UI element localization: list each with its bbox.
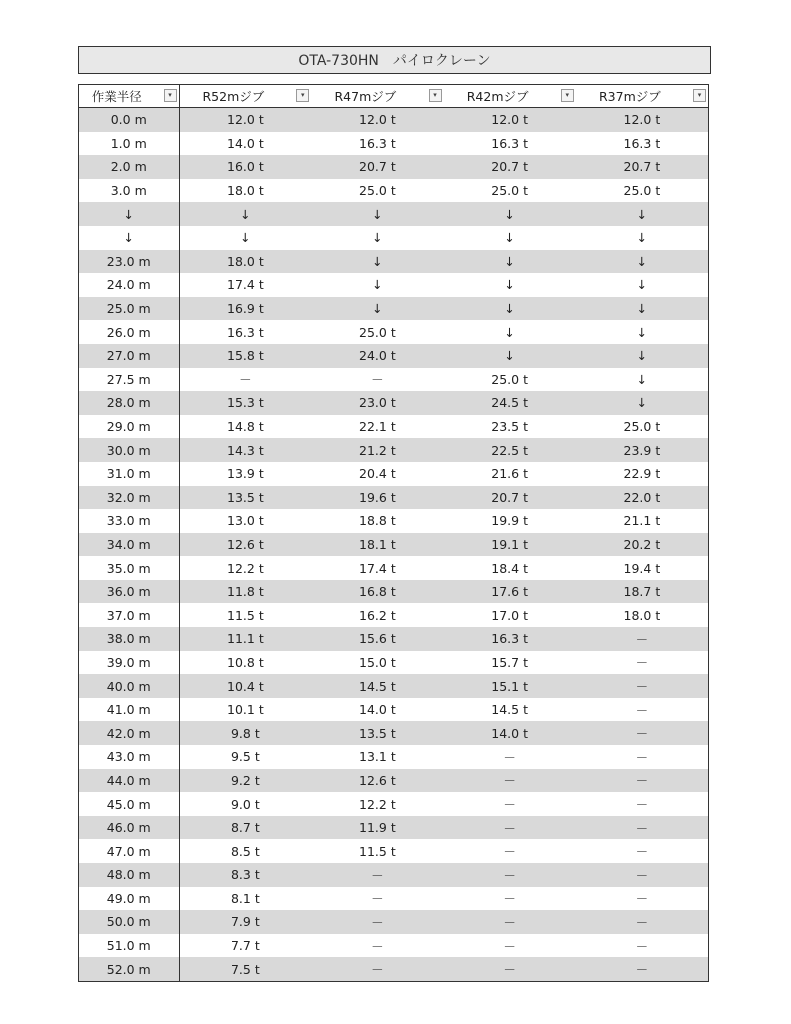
table-row bbox=[79, 132, 708, 156]
capacity-cell: ↓ bbox=[576, 273, 708, 297]
capacity-cell: 24.5 t bbox=[444, 391, 576, 415]
capacity-cell: 18.7 t bbox=[576, 580, 708, 604]
column-header-label: R52mジブ bbox=[202, 89, 265, 104]
capacity-cell: 8.7 t bbox=[179, 816, 311, 840]
capacity-cell: ↓ bbox=[576, 344, 708, 368]
capacity-cell: 14.3 t bbox=[179, 438, 311, 462]
capacity-cell: 14.5 t bbox=[444, 698, 576, 722]
capacity-cell: － bbox=[576, 910, 708, 934]
capacity-cell: 7.9 t bbox=[179, 910, 311, 934]
capacity-cell: － bbox=[444, 745, 576, 769]
capacity-cell: 11.8 t bbox=[179, 580, 311, 604]
radius-cell: 43.0 m bbox=[79, 745, 179, 769]
capacity-cell: 20.2 t bbox=[576, 533, 708, 557]
capacity-cell: 10.1 t bbox=[179, 698, 311, 722]
capacity-cell: 21.6 t bbox=[444, 462, 576, 486]
capacity-cell: 12.0 t bbox=[576, 108, 708, 132]
filter-dropdown-icon[interactable]: ▾ bbox=[296, 89, 309, 102]
radius-cell: 1.0 m bbox=[79, 132, 179, 156]
capacity-cell: 25.0 t bbox=[576, 179, 708, 203]
table-row bbox=[79, 533, 708, 557]
capacity-cell: － bbox=[576, 934, 708, 958]
radius-cell: ↓ bbox=[79, 202, 179, 226]
table-row bbox=[79, 462, 708, 486]
capacity-cell: 10.4 t bbox=[179, 674, 311, 698]
filter-dropdown-icon[interactable]: ▾ bbox=[164, 89, 177, 102]
radius-cell: 39.0 m bbox=[79, 651, 179, 675]
capacity-cell: 22.5 t bbox=[444, 438, 576, 462]
column-header-label: R37mジブ bbox=[598, 89, 661, 104]
table-row bbox=[79, 887, 708, 911]
capacity-cell: 12.0 t bbox=[311, 108, 443, 132]
capacity-cell: － bbox=[576, 651, 708, 675]
radius-cell: 26.0 m bbox=[79, 320, 179, 344]
capacity-cell: 12.0 t bbox=[179, 108, 311, 132]
capacity-cell: 20.7 t bbox=[311, 155, 443, 179]
table-row bbox=[79, 816, 708, 840]
capacity-cell: － bbox=[179, 368, 311, 392]
capacity-cell: 12.2 t bbox=[179, 556, 311, 580]
capacity-cell: 20.7 t bbox=[444, 486, 576, 510]
capacity-cell: － bbox=[576, 674, 708, 698]
capacity-cell: 23.9 t bbox=[576, 438, 708, 462]
table-row bbox=[79, 674, 708, 698]
capacity-cell: － bbox=[576, 698, 708, 722]
table-row bbox=[79, 226, 708, 250]
capacity-cell: 25.0 t bbox=[444, 368, 576, 392]
capacity-cell: 10.8 t bbox=[179, 651, 311, 675]
table-row bbox=[79, 957, 708, 981]
capacity-cell: 11.1 t bbox=[179, 627, 311, 651]
capacity-cell: 25.0 t bbox=[311, 179, 443, 203]
radius-cell: 38.0 m bbox=[79, 627, 179, 651]
capacity-cell: ↓ bbox=[576, 297, 708, 321]
capacity-cell: 22.9 t bbox=[576, 462, 708, 486]
radius-cell: ↓ bbox=[79, 226, 179, 250]
capacity-cell: ↓ bbox=[444, 250, 576, 274]
capacity-cell: 18.0 t bbox=[179, 250, 311, 274]
header-row bbox=[79, 85, 708, 108]
capacity-cell: 17.0 t bbox=[444, 603, 576, 627]
radius-cell: 52.0 m bbox=[79, 957, 179, 981]
table-row bbox=[79, 344, 708, 368]
capacity-cell: 14.0 t bbox=[311, 698, 443, 722]
capacity-cell: 8.5 t bbox=[179, 839, 311, 863]
table-row bbox=[79, 745, 708, 769]
column-header-label: R47mジブ bbox=[334, 89, 397, 104]
table-row bbox=[79, 509, 708, 533]
capacity-cell: 12.2 t bbox=[311, 792, 443, 816]
table-row bbox=[79, 202, 708, 226]
capacity-cell: 20.4 t bbox=[311, 462, 443, 486]
capacity-cell: 14.8 t bbox=[179, 415, 311, 439]
table-row bbox=[79, 627, 708, 651]
capacity-cell: － bbox=[444, 863, 576, 887]
radius-cell: 30.0 m bbox=[79, 438, 179, 462]
table-row bbox=[79, 839, 708, 863]
capacity-cell: 9.2 t bbox=[179, 769, 311, 793]
radius-cell: 31.0 m bbox=[79, 462, 179, 486]
capacity-cell: 22.1 t bbox=[311, 415, 443, 439]
radius-cell: 2.0 m bbox=[79, 155, 179, 179]
table-row bbox=[79, 556, 708, 580]
capacity-cell: ↓ bbox=[444, 226, 576, 250]
capacity-cell: － bbox=[311, 368, 443, 392]
table-row bbox=[79, 415, 708, 439]
capacity-cell: 19.6 t bbox=[311, 486, 443, 510]
capacity-cell: 12.6 t bbox=[179, 533, 311, 557]
radius-cell: 44.0 m bbox=[79, 769, 179, 793]
capacity-cell: 12.0 t bbox=[444, 108, 576, 132]
capacity-cell: － bbox=[444, 957, 576, 981]
capacity-cell: － bbox=[311, 863, 443, 887]
radius-cell: 45.0 m bbox=[79, 792, 179, 816]
capacity-cell: － bbox=[444, 792, 576, 816]
capacity-cell: 19.4 t bbox=[576, 556, 708, 580]
capacity-cell: 17.4 t bbox=[179, 273, 311, 297]
capacity-cell: － bbox=[444, 887, 576, 911]
load-chart-table bbox=[78, 84, 709, 982]
capacity-cell: － bbox=[576, 863, 708, 887]
capacity-cell: 15.8 t bbox=[179, 344, 311, 368]
capacity-cell: 16.3 t bbox=[444, 627, 576, 651]
column-header-label: R42mジブ bbox=[466, 89, 529, 104]
radius-cell: 41.0 m bbox=[79, 698, 179, 722]
table-row bbox=[79, 155, 708, 179]
capacity-cell: 16.3 t bbox=[444, 132, 576, 156]
capacity-cell: 11.5 t bbox=[179, 603, 311, 627]
table-row bbox=[79, 250, 708, 274]
capacity-cell: ↓ bbox=[311, 250, 443, 274]
capacity-cell: 8.1 t bbox=[179, 887, 311, 911]
radius-cell: 36.0 m bbox=[79, 580, 179, 604]
radius-cell: 32.0 m bbox=[79, 486, 179, 510]
radius-cell: 33.0 m bbox=[79, 509, 179, 533]
capacity-cell: ↓ bbox=[576, 368, 708, 392]
capacity-cell: ↓ bbox=[311, 273, 443, 297]
capacity-cell: 15.3 t bbox=[179, 391, 311, 415]
filter-dropdown-icon[interactable]: ▾ bbox=[561, 89, 574, 102]
capacity-cell: 20.7 t bbox=[444, 155, 576, 179]
capacity-cell: 19.9 t bbox=[444, 509, 576, 533]
capacity-cell: ↓ bbox=[576, 250, 708, 274]
capacity-cell: － bbox=[444, 769, 576, 793]
capacity-cell: 15.0 t bbox=[311, 651, 443, 675]
capacity-cell: ↓ bbox=[444, 344, 576, 368]
capacity-cell: 14.0 t bbox=[179, 132, 311, 156]
column-header bbox=[576, 85, 708, 108]
capacity-cell: ↓ bbox=[311, 226, 443, 250]
table-body bbox=[79, 108, 708, 981]
capacity-cell: 9.8 t bbox=[179, 721, 311, 745]
capacity-cell: ↓ bbox=[444, 297, 576, 321]
capacity-cell: 14.5 t bbox=[311, 674, 443, 698]
capacity-cell: 9.0 t bbox=[179, 792, 311, 816]
table-row bbox=[79, 910, 708, 934]
capacity-cell: 16.3 t bbox=[311, 132, 443, 156]
radius-cell: 40.0 m bbox=[79, 674, 179, 698]
capacity-cell: 18.1 t bbox=[311, 533, 443, 557]
capacity-cell: 13.5 t bbox=[179, 486, 311, 510]
table-row bbox=[79, 698, 708, 722]
capacity-cell: － bbox=[576, 887, 708, 911]
table-row bbox=[79, 769, 708, 793]
table-row bbox=[79, 179, 708, 203]
radius-cell: 34.0 m bbox=[79, 533, 179, 557]
radius-cell: 37.0 m bbox=[79, 603, 179, 627]
capacity-cell: 23.0 t bbox=[311, 391, 443, 415]
capacity-cell: 20.7 t bbox=[576, 155, 708, 179]
capacity-cell: 7.7 t bbox=[179, 934, 311, 958]
capacity-cell: － bbox=[576, 839, 708, 863]
table-row bbox=[79, 273, 708, 297]
table-row bbox=[79, 108, 708, 132]
radius-cell: 46.0 m bbox=[79, 816, 179, 840]
capacity-cell: 17.4 t bbox=[311, 556, 443, 580]
capacity-cell: 13.9 t bbox=[179, 462, 311, 486]
capacity-cell: 17.6 t bbox=[444, 580, 576, 604]
capacity-cell: ↓ bbox=[444, 320, 576, 344]
radius-cell: 42.0 m bbox=[79, 721, 179, 745]
radius-cell: 48.0 m bbox=[79, 863, 179, 887]
capacity-cell: ↓ bbox=[444, 273, 576, 297]
capacity-cell: 21.1 t bbox=[576, 509, 708, 533]
table-row bbox=[79, 863, 708, 887]
column-header-label: 作業半径 bbox=[91, 89, 142, 104]
capacity-cell: 18.8 t bbox=[311, 509, 443, 533]
radius-cell: 35.0 m bbox=[79, 556, 179, 580]
radius-cell: 47.0 m bbox=[79, 839, 179, 863]
radius-cell: 50.0 m bbox=[79, 910, 179, 934]
capacity-cell: ↓ bbox=[179, 202, 311, 226]
column-header bbox=[311, 85, 443, 108]
radius-cell: 24.0 m bbox=[79, 273, 179, 297]
column-header bbox=[444, 85, 576, 108]
capacity-cell: ↓ bbox=[311, 202, 443, 226]
capacity-cell: － bbox=[576, 769, 708, 793]
page-title: OTA-730HN パイロクレーン bbox=[78, 46, 711, 74]
capacity-cell: － bbox=[444, 816, 576, 840]
capacity-cell: 25.0 t bbox=[311, 320, 443, 344]
capacity-cell: 25.0 t bbox=[444, 179, 576, 203]
capacity-cell: － bbox=[311, 887, 443, 911]
capacity-cell: 15.6 t bbox=[311, 627, 443, 651]
capacity-cell: 16.2 t bbox=[311, 603, 443, 627]
capacity-cell: － bbox=[311, 934, 443, 958]
table-row bbox=[79, 297, 708, 321]
capacity-cell: 16.0 t bbox=[179, 155, 311, 179]
capacity-cell: ↓ bbox=[576, 391, 708, 415]
table-row bbox=[79, 438, 708, 462]
capacity-cell: 11.9 t bbox=[311, 816, 443, 840]
radius-cell: 29.0 m bbox=[79, 415, 179, 439]
radius-cell: 3.0 m bbox=[79, 179, 179, 203]
capacity-cell: 13.0 t bbox=[179, 509, 311, 533]
radius-cell: 23.0 m bbox=[79, 250, 179, 274]
capacity-cell: 22.0 t bbox=[576, 486, 708, 510]
capacity-cell: 21.2 t bbox=[311, 438, 443, 462]
capacity-cell: 18.0 t bbox=[179, 179, 311, 203]
capacity-cell: 13.1 t bbox=[311, 745, 443, 769]
capacity-cell: 16.8 t bbox=[311, 580, 443, 604]
capacity-cell: － bbox=[444, 839, 576, 863]
table-row bbox=[79, 792, 708, 816]
radius-cell: 27.5 m bbox=[79, 368, 179, 392]
capacity-cell: － bbox=[576, 816, 708, 840]
capacity-cell: － bbox=[311, 910, 443, 934]
capacity-cell: － bbox=[576, 792, 708, 816]
radius-cell: 0.0 m bbox=[79, 108, 179, 132]
capacity-cell: － bbox=[311, 957, 443, 981]
table-row bbox=[79, 934, 708, 958]
table-row bbox=[79, 486, 708, 510]
table-row bbox=[79, 580, 708, 604]
capacity-cell: ↓ bbox=[179, 226, 311, 250]
filter-dropdown-icon[interactable]: ▾ bbox=[429, 89, 442, 102]
capacity-cell: 23.5 t bbox=[444, 415, 576, 439]
capacity-cell: 11.5 t bbox=[311, 839, 443, 863]
capacity-cell: ↓ bbox=[576, 226, 708, 250]
capacity-cell: 7.5 t bbox=[179, 957, 311, 981]
capacity-cell: ↓ bbox=[576, 320, 708, 344]
table-row bbox=[79, 651, 708, 675]
capacity-cell: － bbox=[576, 957, 708, 981]
capacity-cell: 25.0 t bbox=[576, 415, 708, 439]
radius-cell: 51.0 m bbox=[79, 934, 179, 958]
capacity-cell: 15.1 t bbox=[444, 674, 576, 698]
capacity-cell: 19.1 t bbox=[444, 533, 576, 557]
capacity-cell: 24.0 t bbox=[311, 344, 443, 368]
radius-cell: 25.0 m bbox=[79, 297, 179, 321]
table-row bbox=[79, 368, 708, 392]
capacity-cell: － bbox=[444, 934, 576, 958]
capacity-cell: 16.9 t bbox=[179, 297, 311, 321]
capacity-cell: 16.3 t bbox=[179, 320, 311, 344]
capacity-cell: － bbox=[576, 721, 708, 745]
capacity-cell: － bbox=[576, 745, 708, 769]
capacity-cell: 16.3 t bbox=[576, 132, 708, 156]
capacity-cell: 14.0 t bbox=[444, 721, 576, 745]
capacity-cell: 18.4 t bbox=[444, 556, 576, 580]
capacity-cell: ↓ bbox=[444, 202, 576, 226]
radius-cell: 27.0 m bbox=[79, 344, 179, 368]
table-row bbox=[79, 721, 708, 745]
column-header bbox=[179, 85, 311, 108]
radius-cell: 49.0 m bbox=[79, 887, 179, 911]
capacity-cell: ↓ bbox=[576, 202, 708, 226]
column-header bbox=[79, 85, 179, 108]
table-row bbox=[79, 391, 708, 415]
capacity-cell: 12.6 t bbox=[311, 769, 443, 793]
capacity-cell: 8.3 t bbox=[179, 863, 311, 887]
capacity-cell: － bbox=[444, 910, 576, 934]
capacity-cell: 18.0 t bbox=[576, 603, 708, 627]
capacity-cell: 9.5 t bbox=[179, 745, 311, 769]
capacity-cell: 15.7 t bbox=[444, 651, 576, 675]
capacity-cell: ↓ bbox=[311, 297, 443, 321]
radius-cell: 28.0 m bbox=[79, 391, 179, 415]
capacity-cell: － bbox=[576, 627, 708, 651]
table-row bbox=[79, 320, 708, 344]
filter-dropdown-icon[interactable]: ▾ bbox=[693, 89, 706, 102]
capacity-cell: 13.5 t bbox=[311, 721, 443, 745]
table-row bbox=[79, 603, 708, 627]
